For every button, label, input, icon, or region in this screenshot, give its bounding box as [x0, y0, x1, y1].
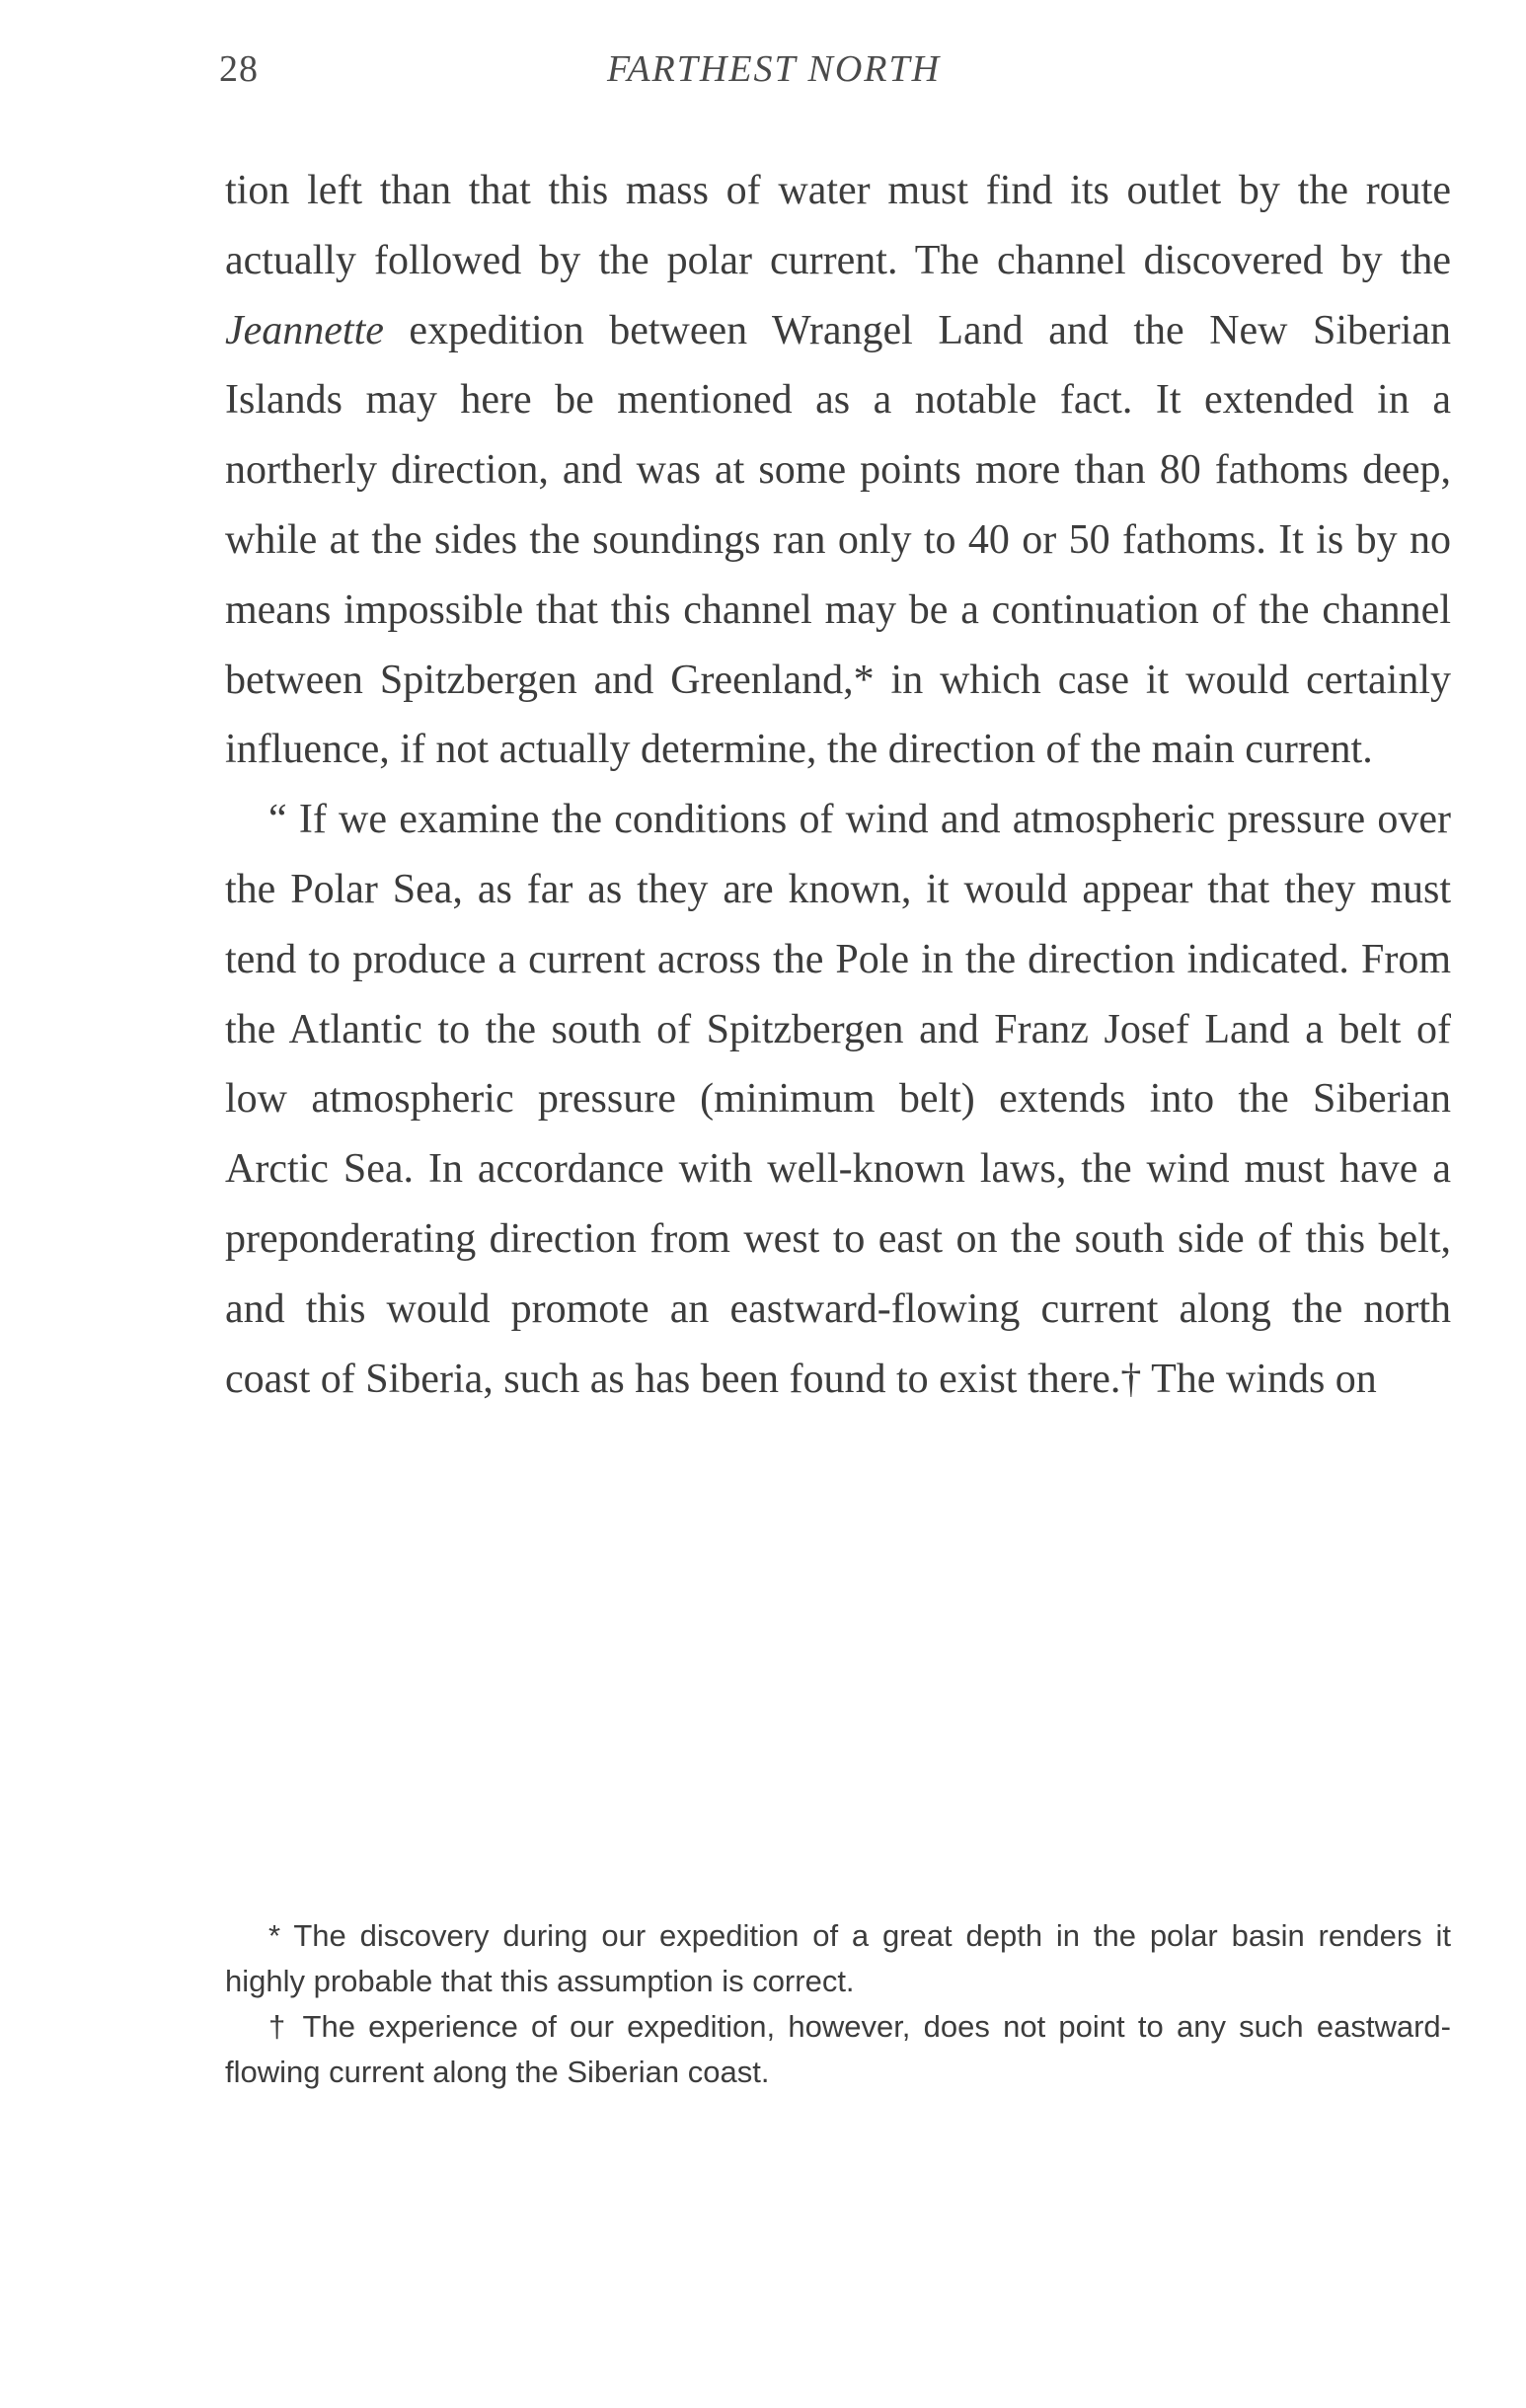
footnotes	[225, 1913, 1451, 2095]
ship-name: Jeannette	[225, 307, 384, 353]
paragraph-1	[225, 156, 1451, 785]
page-number: 28	[219, 48, 259, 90]
body-text	[225, 156, 1451, 1414]
running-title: FARTHEST NORTH	[607, 48, 942, 90]
running-head	[0, 47, 1526, 107]
paragraph-1-part-b: expedition between Wrangel Land and the New Siberian Islands may here be mentioned as a notable fact. It extended in a northerly direction, and was at some points more than 80 fathoms deep, while at the sides the soundings ran only to 40 or 50 fathoms. It is by no means impossible that this channel may be a continuation of the channel between Spitzbergen and Greenland,* in which case it would certainly influence, if not actually determine, the direction of the main current.	[225, 307, 1451, 773]
paragraph-1-part-a: tion left than that this mass of water must find its outlet by the route actually followed by the polar current. The channel discovered by the	[225, 168, 1451, 283]
footnote-2: † The experience of our expedition, however, does not point to any such eastward-flowing current along the Siberian coast.	[225, 2009, 1451, 2089]
paragraph-2: “ If we examine the conditions of wind and atmospheric pressure over the Polar Sea, as far as they are known, it would appear that they must tend to produce a current across the Pole in the direction indicated. From the Atlantic to the south of Spitzbergen and Franz Josef Land a belt of low atmospheric pressure (minimum belt) extends into the Siberian Arctic Sea. In accordance with well-known laws, the wind must have a preponderating direction from west to east on the south side of this belt, and this would promote an eastward-flowing current along the north coast of Siberia, such as has been found to exist there.† The winds on	[225, 797, 1451, 1402]
footnote-1: * The discovery during our expedition of a great depth in the polar basin renders it highly probable that this assumption is correct.	[225, 1918, 1451, 1998]
